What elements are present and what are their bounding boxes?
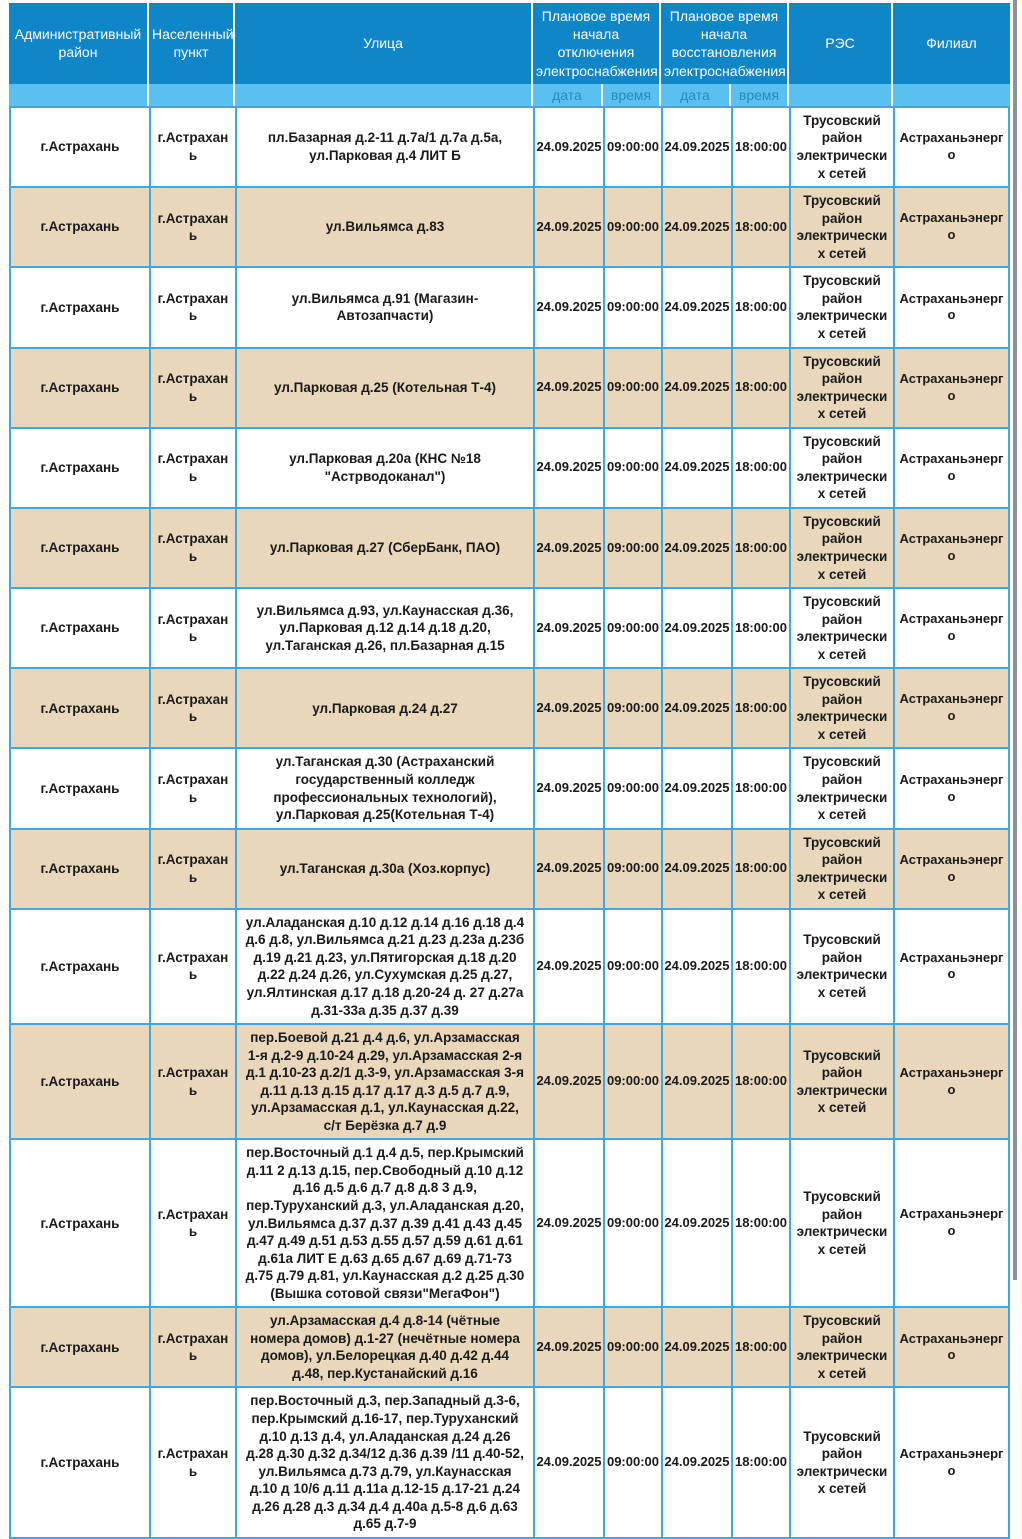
settlement-cell: г.Астрахань bbox=[149, 1306, 235, 1386]
off-time-cell: 09:00:00 bbox=[603, 828, 661, 908]
res-cell: Трусовский район электрических сетей bbox=[789, 1023, 893, 1138]
on-time-cell: 18:00:00 bbox=[731, 507, 789, 587]
street-cell: ул.Таганская д.30 (Астраханский государственный колледж профессиональных технологий), ул.Парковая д.25(Котельная Т-4) bbox=[235, 747, 533, 827]
off-time-cell: 09:00:00 bbox=[603, 266, 661, 346]
off-date-cell: 24.09.2025 bbox=[533, 587, 603, 667]
district-cell: г.Астрахань bbox=[9, 1386, 149, 1538]
subheader-empty bbox=[789, 84, 893, 106]
off-date-cell: 24.09.2025 bbox=[533, 427, 603, 507]
table-row bbox=[9, 266, 1010, 346]
header-administrative-district: Административный район bbox=[9, 3, 149, 84]
vertical-scrollbar[interactable] bbox=[1013, 0, 1017, 1280]
on-time-cell: 18:00:00 bbox=[731, 828, 789, 908]
street-cell: ул.Парковая д.27 (СберБанк, ПАО) bbox=[235, 507, 533, 587]
table-row bbox=[9, 1386, 1010, 1538]
district-cell: г.Астрахань bbox=[9, 1306, 149, 1386]
subheader-outage-time: время bbox=[603, 84, 661, 106]
on-time-cell: 18:00:00 bbox=[731, 1023, 789, 1138]
on-date-cell: 24.09.2025 bbox=[661, 587, 731, 667]
district-cell: г.Астрахань bbox=[9, 507, 149, 587]
on-date-cell: 24.09.2025 bbox=[661, 1138, 731, 1306]
res-cell: Трусовский район электрических сетей bbox=[789, 1386, 893, 1538]
res-cell: Трусовский район электрических сетей bbox=[789, 106, 893, 186]
district-cell: г.Астрахань bbox=[9, 908, 149, 1023]
header-outage-start: Плановое время начала отключения электроснабжения bbox=[533, 3, 661, 84]
on-time-cell: 18:00:00 bbox=[731, 347, 789, 427]
on-date-cell: 24.09.2025 bbox=[661, 1023, 731, 1138]
on-date-cell: 24.09.2025 bbox=[661, 186, 731, 266]
subheader-empty bbox=[893, 84, 1010, 106]
branch-cell: Астраханьэнерго bbox=[893, 1023, 1010, 1138]
res-cell: Трусовский район электрических сетей bbox=[789, 427, 893, 507]
res-cell: Трусовский район электрических сетей bbox=[789, 186, 893, 266]
settlement-cell: г.Астрахань bbox=[149, 667, 235, 747]
subheader-restore-date: дата bbox=[661, 84, 731, 106]
on-time-cell: 18:00:00 bbox=[731, 106, 789, 186]
branch-cell: Астраханьэнерго bbox=[893, 908, 1010, 1023]
res-cell: Трусовский район электрических сетей bbox=[789, 1306, 893, 1386]
settlement-cell: г.Астрахань bbox=[149, 828, 235, 908]
on-time-cell: 18:00:00 bbox=[731, 908, 789, 1023]
outage-table bbox=[9, 3, 1010, 1539]
district-cell: г.Астрахань bbox=[9, 1138, 149, 1306]
district-cell: г.Астрахань bbox=[9, 347, 149, 427]
on-date-cell: 24.09.2025 bbox=[661, 667, 731, 747]
district-cell: г.Астрахань bbox=[9, 186, 149, 266]
table-body bbox=[9, 106, 1010, 1539]
res-cell: Трусовский район электрических сетей bbox=[789, 828, 893, 908]
district-cell: г.Астрахань bbox=[9, 587, 149, 667]
on-date-cell: 24.09.2025 bbox=[661, 1386, 731, 1538]
district-cell: г.Астрахань bbox=[9, 747, 149, 827]
district-cell: г.Астрахань bbox=[9, 1023, 149, 1138]
branch-cell: Астраханьэнерго bbox=[893, 507, 1010, 587]
off-date-cell: 24.09.2025 bbox=[533, 1386, 603, 1538]
subheader-empty bbox=[9, 84, 149, 106]
res-cell: Трусовский район электрических сетей bbox=[789, 908, 893, 1023]
settlement-cell: г.Астрахань bbox=[149, 908, 235, 1023]
district-cell: г.Астрахань bbox=[9, 266, 149, 346]
on-date-cell: 24.09.2025 bbox=[661, 828, 731, 908]
off-date-cell: 24.09.2025 bbox=[533, 507, 603, 587]
res-cell: Трусовский район электрических сетей bbox=[789, 667, 893, 747]
district-cell: г.Астрахань bbox=[9, 828, 149, 908]
district-cell: г.Астрахань bbox=[9, 106, 149, 186]
res-cell: Трусовский район электрических сетей bbox=[789, 266, 893, 346]
on-date-cell: 24.09.2025 bbox=[661, 266, 731, 346]
off-date-cell: 24.09.2025 bbox=[533, 186, 603, 266]
header-res: РЭС bbox=[789, 3, 893, 84]
off-time-cell: 09:00:00 bbox=[603, 587, 661, 667]
table-row bbox=[9, 427, 1010, 507]
off-date-cell: 24.09.2025 bbox=[533, 747, 603, 827]
off-date-cell: 24.09.2025 bbox=[533, 908, 603, 1023]
subheader-row bbox=[9, 84, 1010, 106]
street-cell: ул.Вильямса д.93, ул.Каунасская д.36, ул.Парковая д.12 д.14 д.18 д.20, ул.Таганская д.26, пл.Базарная д.15 bbox=[235, 587, 533, 667]
on-date-cell: 24.09.2025 bbox=[661, 507, 731, 587]
table-row bbox=[9, 667, 1010, 747]
street-cell: ул.Аладанская д.10 д.12 д.14 д.16 д.18 д.4 д.6 д.8, ул.Вильямса д.21 д.23 д.23а д.23б д.19 д.21 д.23, ул.Пятигорская д.18 д.20 д.22 д.24 д.26, ул.Сухумская д.25 д.27, ул.Ялтинская д.17 д.18 д.20-24 д. 27 д.27а д.31-33а д.35 д.37 д.39 bbox=[235, 908, 533, 1023]
branch-cell: Астраханьэнерго bbox=[893, 186, 1010, 266]
settlement-cell: г.Астрахань bbox=[149, 507, 235, 587]
branch-cell: Астраханьэнерго bbox=[893, 828, 1010, 908]
off-time-cell: 09:00:00 bbox=[603, 106, 661, 186]
settlement-cell: г.Астрахань bbox=[149, 427, 235, 507]
table-row bbox=[9, 908, 1010, 1023]
branch-cell: Астраханьэнерго bbox=[893, 667, 1010, 747]
table-row bbox=[9, 106, 1010, 186]
table-row bbox=[9, 747, 1010, 827]
res-cell: Трусовский район электрических сетей bbox=[789, 507, 893, 587]
subheader-empty bbox=[235, 84, 533, 106]
on-time-cell: 18:00:00 bbox=[731, 427, 789, 507]
off-date-cell: 24.09.2025 bbox=[533, 828, 603, 908]
off-time-cell: 09:00:00 bbox=[603, 747, 661, 827]
street-cell: пер.Восточный д.3, пер.Западный д.3-6, пер.Крымский д.16-17, пер.Туруханский д.10 д.13 д.4, ул.Аладанская д.24 д.26 д.28 д.30 д.32 д.34/12 д.36 д.39 /11 д.40-52, ул.Вильямса д.73 д.79, ул.Каунасская д.10 д 10/6 д.11 д.11а д.12-15 д.17-21 д.24 д.26 д.28 д.3 д.34 д.4 д.40а д.5-8 д.6 д.63 д.65 д.7-9 bbox=[235, 1386, 533, 1538]
on-date-cell: 24.09.2025 bbox=[661, 908, 731, 1023]
on-time-cell: 18:00:00 bbox=[731, 1306, 789, 1386]
off-time-cell: 09:00:00 bbox=[603, 667, 661, 747]
branch-cell: Астраханьэнерго bbox=[893, 266, 1010, 346]
off-date-cell: 24.09.2025 bbox=[533, 1138, 603, 1306]
res-cell: Трусовский район электрических сетей bbox=[789, 747, 893, 827]
district-cell: г.Астрахань bbox=[9, 667, 149, 747]
table-row bbox=[9, 507, 1010, 587]
off-time-cell: 09:00:00 bbox=[603, 427, 661, 507]
branch-cell: Астраханьэнерго bbox=[893, 106, 1010, 186]
branch-cell: Астраханьэнерго bbox=[893, 1138, 1010, 1306]
settlement-cell: г.Астрахань bbox=[149, 186, 235, 266]
table-row bbox=[9, 347, 1010, 427]
subheader-empty bbox=[149, 84, 235, 106]
off-date-cell: 24.09.2025 bbox=[533, 266, 603, 346]
settlement-cell: г.Астрахань bbox=[149, 747, 235, 827]
off-time-cell: 09:00:00 bbox=[603, 186, 661, 266]
header-street: Улица bbox=[235, 3, 533, 84]
on-date-cell: 24.09.2025 bbox=[661, 347, 731, 427]
settlement-cell: г.Астрахань bbox=[149, 1138, 235, 1306]
off-date-cell: 24.09.2025 bbox=[533, 1306, 603, 1386]
street-cell: пл.Базарная д.2-11 д.7а/1 д.7а д.5а, ул.Парковая д.4 ЛИТ Б bbox=[235, 106, 533, 186]
street-cell: пер.Восточный д.1 д.4 д.5, пер.Крымский д.11 2 д.13 д.15, пер.Свободный д.10 д.12 д.16 д.5 д.6 д.7 д.8 д.8 3 д.9, пер.Туруханский д.3, ул.Аладанская д.20, ул.Вильямса д.37 д.37 д.39 д.41 д.43 д.45 д.47 д.49 д.51 д.53 д.55 д.57 д.59 д.61 д.61 д.61а ЛИТ Е д.63 д.65 д.67 д.69 д.71-73 д.75 д.79 д.81, ул.Каунасская д.2 д.25 д.30 (Вышка сотовой связи"МегаФон") bbox=[235, 1138, 533, 1306]
off-time-cell: 09:00:00 bbox=[603, 908, 661, 1023]
header-row bbox=[9, 3, 1010, 84]
off-date-cell: 24.09.2025 bbox=[533, 347, 603, 427]
district-cell: г.Астрахань bbox=[9, 427, 149, 507]
off-time-cell: 09:00:00 bbox=[603, 507, 661, 587]
table-row bbox=[9, 1138, 1010, 1306]
table-row bbox=[9, 1306, 1010, 1386]
settlement-cell: г.Астрахань bbox=[149, 1023, 235, 1138]
off-time-cell: 09:00:00 bbox=[603, 1306, 661, 1386]
street-cell: ул.Парковая д.20а (КНС №18 "Астрводоканал") bbox=[235, 427, 533, 507]
on-date-cell: 24.09.2025 bbox=[661, 427, 731, 507]
settlement-cell: г.Астрахань bbox=[149, 266, 235, 346]
res-cell: Трусовский район электрических сетей bbox=[789, 347, 893, 427]
off-time-cell: 09:00:00 bbox=[603, 1386, 661, 1538]
street-cell: ул.Таганская д.30а (Хоз.корпус) bbox=[235, 828, 533, 908]
on-time-cell: 18:00:00 bbox=[731, 747, 789, 827]
on-time-cell: 18:00:00 bbox=[731, 587, 789, 667]
on-date-cell: 24.09.2025 bbox=[661, 747, 731, 827]
street-cell: ул.Вильямса д.91 (Магазин-Автозапчасти) bbox=[235, 266, 533, 346]
off-date-cell: 24.09.2025 bbox=[533, 1023, 603, 1138]
off-time-cell: 09:00:00 bbox=[603, 347, 661, 427]
subheader-outage-date: дата bbox=[533, 84, 603, 106]
branch-cell: Астраханьэнерго bbox=[893, 1386, 1010, 1538]
branch-cell: Астраханьэнерго bbox=[893, 427, 1010, 507]
off-date-cell: 24.09.2025 bbox=[533, 667, 603, 747]
subheader-restore-time: время bbox=[731, 84, 789, 106]
settlement-cell: г.Астрахань bbox=[149, 106, 235, 186]
street-cell: ул.Арзамасская д.4 д.8-14 (чётные номера домов) д.1-27 (нечётные номера домов), ул.Белорецкая д.40 д.42 д.44 д.48, пер.Кустанайский д.16 bbox=[235, 1306, 533, 1386]
header-restore-start: Плановое время начала восстановления электроснабжения bbox=[661, 3, 789, 84]
table-row bbox=[9, 587, 1010, 667]
street-cell: ул.Вильямса д.83 bbox=[235, 186, 533, 266]
settlement-cell: г.Астрахань bbox=[149, 1386, 235, 1538]
off-date-cell: 24.09.2025 bbox=[533, 106, 603, 186]
on-time-cell: 18:00:00 bbox=[731, 266, 789, 346]
settlement-cell: г.Астрахань bbox=[149, 347, 235, 427]
res-cell: Трусовский район электрических сетей bbox=[789, 587, 893, 667]
street-cell: ул.Парковая д.25 (Котельная Т-4) bbox=[235, 347, 533, 427]
table-row bbox=[9, 1023, 1010, 1138]
branch-cell: Астраханьэнерго bbox=[893, 1306, 1010, 1386]
on-date-cell: 24.09.2025 bbox=[661, 1306, 731, 1386]
on-time-cell: 18:00:00 bbox=[731, 667, 789, 747]
settlement-cell: г.Астрахань bbox=[149, 587, 235, 667]
branch-cell: Астраханьэнерго bbox=[893, 587, 1010, 667]
off-time-cell: 09:00:00 bbox=[603, 1023, 661, 1138]
off-time-cell: 09:00:00 bbox=[603, 1138, 661, 1306]
header-settlement: Населенный пункт bbox=[149, 3, 235, 84]
branch-cell: Астраханьэнерго bbox=[893, 747, 1010, 827]
table-row bbox=[9, 828, 1010, 908]
on-date-cell: 24.09.2025 bbox=[661, 106, 731, 186]
on-time-cell: 18:00:00 bbox=[731, 1386, 789, 1538]
table-row bbox=[9, 186, 1010, 266]
on-time-cell: 18:00:00 bbox=[731, 186, 789, 266]
branch-cell: Астраханьэнерго bbox=[893, 347, 1010, 427]
header-branch: Филиал bbox=[893, 3, 1010, 84]
table-header bbox=[9, 3, 1010, 106]
street-cell: ул.Парковая д.24 д.27 bbox=[235, 667, 533, 747]
street-cell: пер.Боевой д.21 д.4 д.6, ул.Арзамасская 1-я д.2-9 д.10-24 д.29, ул.Арзамасская 2-я д.1 д.10-23 д.2/1 д.3-9, ул.Арзамасская 3-я д.11 д.13 д.15 д.17 д.17 д.3 д.5 д.7 д.9, ул.Арзамасская д.1, ул.Каунасская д.22, с/т Берёзка д.7 д.9 bbox=[235, 1023, 533, 1138]
res-cell: Трусовский район электрических сетей bbox=[789, 1138, 893, 1306]
on-time-cell: 18:00:00 bbox=[731, 1138, 789, 1306]
